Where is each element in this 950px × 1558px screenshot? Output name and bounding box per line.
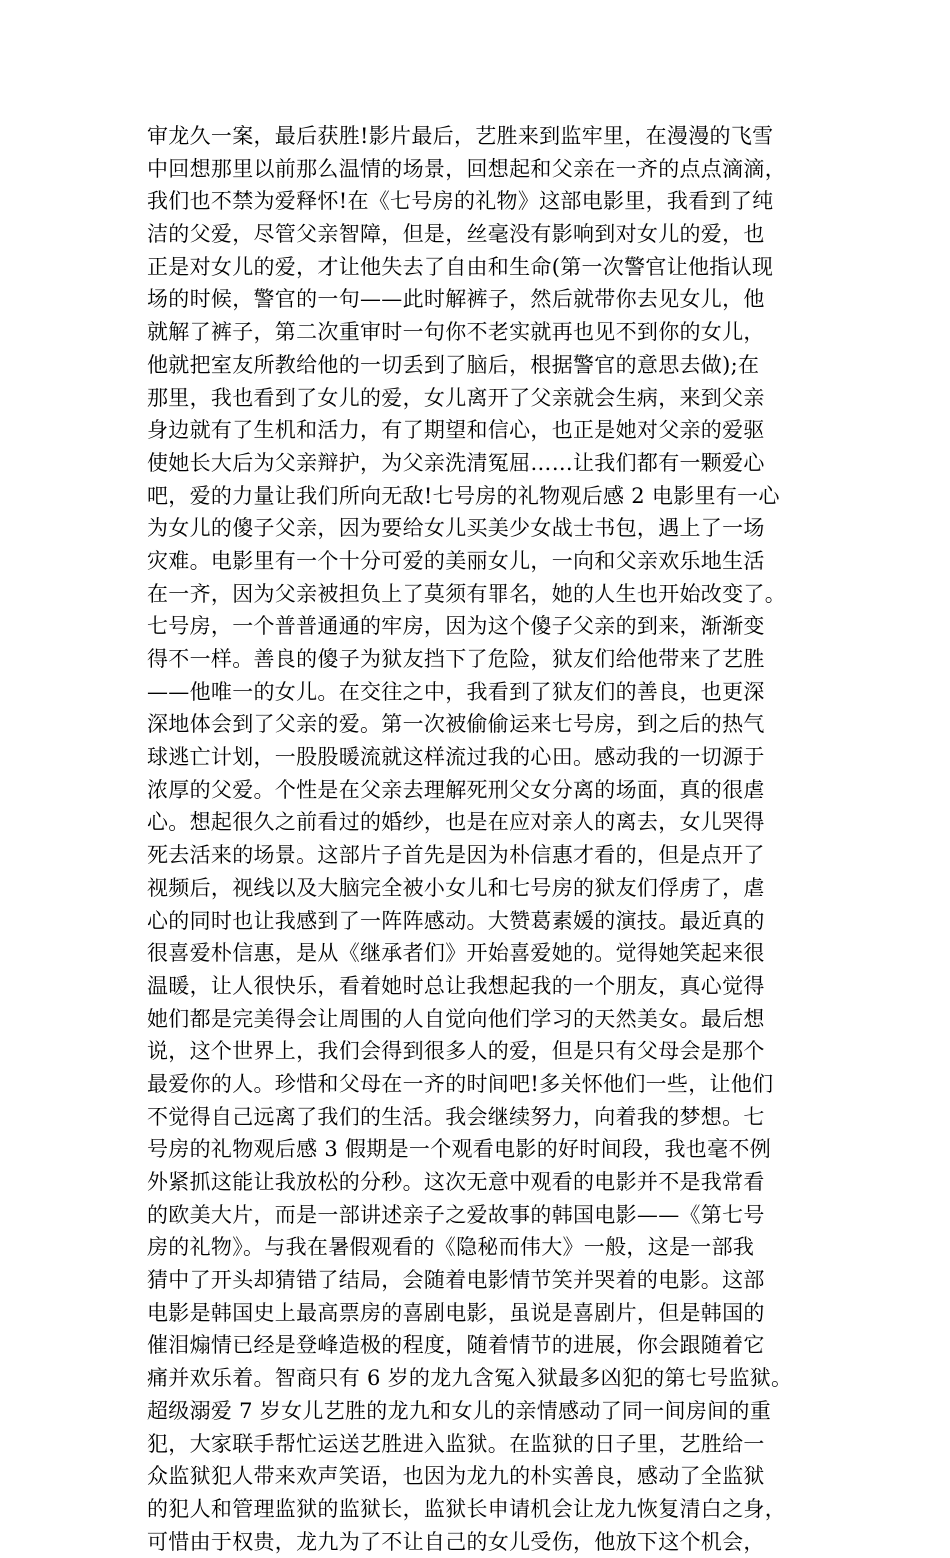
text-line: 超级溺爱 7 岁女儿艺胜的龙九和女儿的亲情感动了同一间房间的重 — [147, 1398, 772, 1423]
text-line: 心的同时也让我感到了一阵阵感动。大赞葛素媛的演技。最近真的 — [147, 908, 765, 933]
text-line: 可惜由于权贵，龙九为了不让自己的女儿受伤，他放下这个机会， — [147, 1529, 765, 1554]
text-line: 说，这个世界上，我们会得到很多人的爱，但是只有父母会是那个 — [147, 1039, 765, 1064]
text-line: 她们都是完美得会让周围的人自觉向他们学习的天然美女。最后想 — [147, 1006, 765, 1031]
text-line: 浓厚的父爱。个性是在父亲去理解死刑父女分离的场面，真的很虐 — [147, 777, 765, 802]
text-line: 身边就有了生机和活力，有了期望和信心，也正是她对父亲的爱驱 — [147, 418, 765, 443]
text-line: 那里，我也看到了女儿的爱，女儿离开了父亲就会生病，来到父亲 — [147, 385, 765, 410]
text-line: 众监狱犯人带来欢声笑语，也因为龙九的朴实善良，感动了全监狱 — [147, 1464, 765, 1489]
text-line: 使她长大后为父亲辩护，为父亲洗清冤屈……让我们都有一颗爱心 — [147, 450, 765, 475]
text-line: 痛并欢乐着。智商只有 6 岁的龙九含冤入狱最多凶犯的第七号监狱。 — [147, 1366, 793, 1391]
text-line: 得不一样。善良的傻子为狱友挡下了危险，狱友们给他带来了艺胜 — [147, 647, 765, 671]
text-line: 就解了裤子，第二次重审时一句你不老实就再也见不到你的女儿， — [147, 320, 765, 345]
text-line: 视频后，视线以及大脑完全被小女儿和七号房的狱友们俘虏了，虐 — [147, 875, 765, 900]
text-line: 的犯人和管理监狱的监狱长，监狱长申请机会让龙九恢复清白之身， — [147, 1496, 786, 1521]
text-line: 中回想那里以前那么温情的场景，回想起和父亲在一齐的点点滴滴， — [147, 156, 786, 181]
text-line: 七号房，一个普普通通的牢房，因为这个傻子父亲的到来，渐渐变 — [147, 614, 765, 639]
text-line: 正是对女儿的爱，才让他失去了自由和生命(第一次警官让他指认现 — [147, 254, 774, 279]
text-line: 的欧美大片，而是一部讲述亲子之爱故事的韩国电影——《第七号 — [147, 1202, 765, 1227]
text-line: 不觉得自己远离了我们的生活。我会继续努力，向着我的梦想。七 — [147, 1104, 765, 1129]
text-line: 很喜爱朴信惠，是从《继承者们》开始喜爱她的。觉得她笑起来很 — [147, 941, 765, 966]
text-line: 场的时候，警官的一句——此时解裤子，然后就带你去见女儿，他 — [147, 287, 765, 312]
text-line: 犯，大家联手帮忙运送艺胜进入监狱。在监狱的日子里，艺胜给一 — [147, 1431, 765, 1456]
text-line: 心。想起很久之前看过的婚纱，也是在应对亲人的离去，女儿哭得 — [147, 810, 765, 835]
text-line: 催泪煽情已经是登峰造极的程度，随着情节的进展，你会跟随着它 — [147, 1333, 765, 1358]
text-line: 号房的礼物观后感 3 假期是一个观看电影的好时间段，我也毫不例 — [147, 1137, 772, 1162]
text-line: 为女儿的傻子父亲，因为要给女儿买美少女战士书包，遇上了一场 — [147, 516, 765, 541]
text-line: 洁的父爱，尽管父亲智障，但是，丝毫没有影响到对女儿的爱，也 — [147, 222, 765, 247]
body-text — [147, 120, 827, 1558]
text-line: 我们也不禁为爱释怀!在《七号房的礼物》这部电影里，我看到了纯 — [147, 189, 774, 214]
text-line: 外紧抓这能让我放松的分秒。这次无意中观看的电影并不是我常看 — [147, 1170, 765, 1194]
text-line: 最爱你的人。珍惜和父母在一齐的时间吧!多关怀他们一些，让他们 — [147, 1071, 774, 1096]
text-line: 球逃亡计划，一股股暖流就这样流过我的心田。感动我的一切源于 — [147, 745, 765, 770]
text-line: 审龙久一案，最后获胜!影片最后，艺胜来到监牢里，在漫漫的飞雪 — [147, 124, 774, 148]
text-line: 吧，爱的力量让我们所向无敌!七号房的礼物观后感 2 电影里有一心 — [147, 483, 780, 508]
text-line: 灾难。电影里有一个十分可爱的美丽女儿，一向和父亲欢乐地生活 — [147, 548, 765, 573]
text-line: 在一齐，因为父亲被担负上了莫须有罪名，她的人生也开始改变了。 — [147, 581, 786, 606]
text-line: 电影是韩国史上最高票房的喜剧电影，虽说是喜剧片，但是韩国的 — [147, 1300, 765, 1325]
text-line: 深地体会到了父亲的爱。第一次被偷偷运来七号房，到之后的热气 — [147, 712, 765, 737]
text-line: 他就把室友所教给他的一切丢到了脑后，根据警官的意思去做);在 — [147, 352, 760, 377]
text-line: 房的礼物》。与我在暑假观看的《隐秘而伟大》一般，这是一部我 — [147, 1235, 755, 1260]
text-line: ——他唯一的女儿。在交往之中，我看到了狱友们的善良，也更深 — [147, 679, 765, 704]
text-line: 猜中了开头却猜错了结局，会随着电影情节笑并哭着的电影。这部 — [147, 1268, 765, 1293]
text-line: 死去活来的场景。这部片子首先是因为朴信惠才看的，但是点开了 — [147, 843, 765, 868]
text-line: 温暖，让人很快乐，看着她时总让我想起我的一个朋友，真心觉得 — [147, 973, 765, 998]
